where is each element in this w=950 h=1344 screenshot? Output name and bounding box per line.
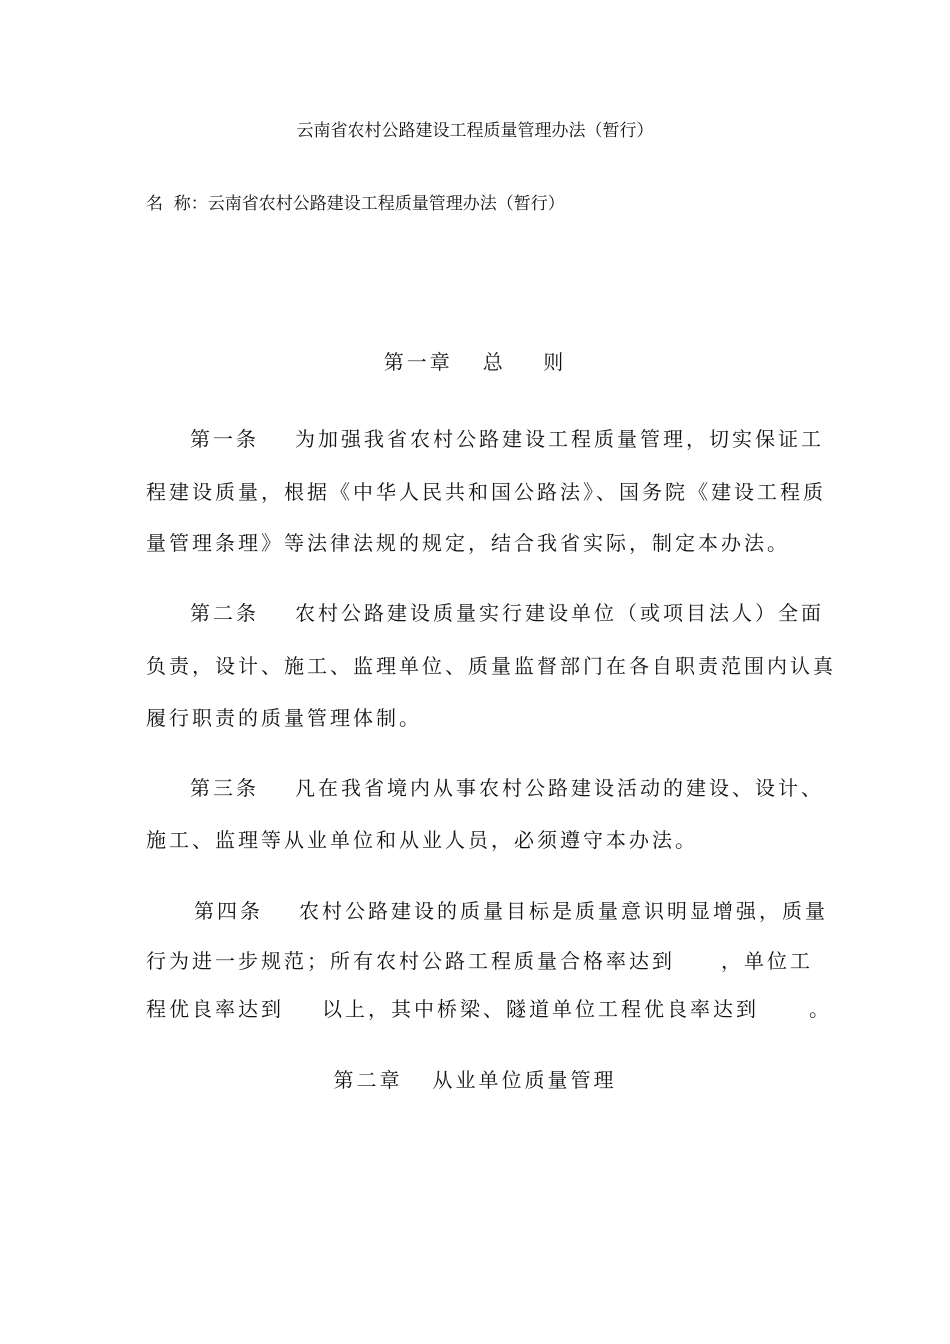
article-line: 负责，设计、施工、监理单位、质量监督部门在各自职责范围内认真 (146, 654, 836, 678)
article-first-line (194, 895, 828, 924)
article-first-line (190, 597, 824, 626)
chapter-number: 第一章 (383, 350, 453, 374)
article-text: 为加强我省农村公路建设工程质量管理，切实保证工 (295, 427, 824, 451)
name-value: 云南省农村公路建设工程质量管理办法（暂行） (207, 194, 565, 214)
article-line: 程建设质量，根据《中华人民共和国公路法》、国务院《建设工程质 (146, 480, 826, 504)
article-label: 第二条 (190, 601, 259, 625)
chapter-heading (0, 346, 950, 375)
article-text: 凡在我省境内从事农村公路建设活动的建设、设计、 (295, 776, 824, 800)
chapter-number: 第二章 (333, 1068, 403, 1092)
chapter-title: 从业单位质量管理 (432, 1068, 617, 1092)
article-text: 农村公路建设的质量目标是质量意识明显增强，质量 (299, 899, 828, 923)
chapter-heading (0, 1064, 950, 1093)
article-text: 以上，其中桥梁、隧道单位工程优良率达到 (322, 997, 759, 1021)
article-first-line (190, 423, 824, 452)
article-first-line (190, 772, 824, 801)
article-line: 履行职责的质量管理体制。 (146, 706, 422, 730)
article-line: 量管理条理》等法律法规的规定，结合我省实际，制定本办法。 (146, 531, 790, 555)
document-title: 云南省农村公路建设工程质量管理办法（暂行） (296, 121, 654, 141)
article-line (146, 993, 832, 1022)
chapter-title: 总 则 (482, 350, 567, 374)
article-label: 第一条 (190, 427, 259, 451)
article-line: 施工、监理等从业单位和从业人员，必须遵守本办法。 (146, 828, 698, 852)
article-text: 程优良率达到 (146, 997, 284, 1021)
article-line (146, 945, 813, 974)
article-label: 第四条 (194, 899, 263, 923)
article-text: 农村公路建设质量实行建设单位（或项目法人）全面 (295, 601, 824, 625)
document-name-line (146, 189, 565, 214)
article-text: 行为进一步规范；所有农村公路工程质量合格率达到 (146, 949, 675, 973)
article-label: 第三条 (190, 776, 259, 800)
name-label: 名 称： (146, 194, 208, 214)
article-text: 。 (809, 997, 832, 1021)
article-text: ，单位工 (721, 949, 813, 973)
